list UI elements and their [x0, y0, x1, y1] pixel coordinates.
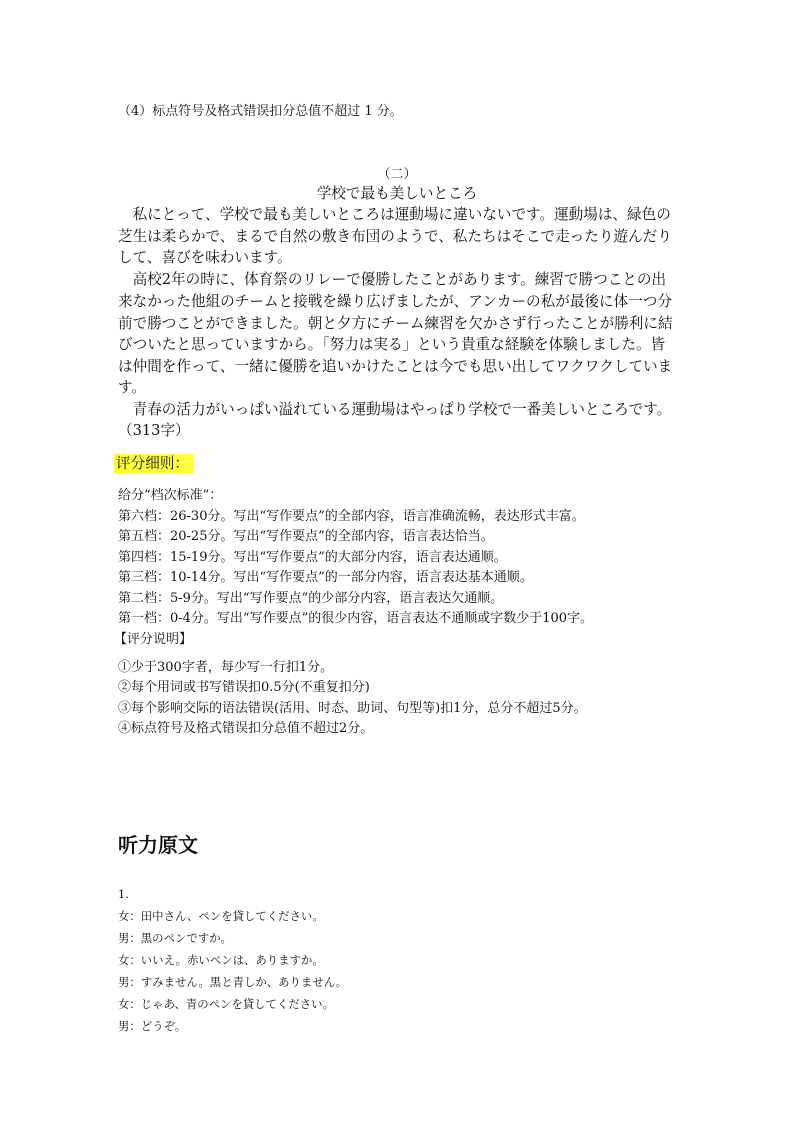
- rubric-notes-heading: 【评分说明】: [114, 632, 193, 647]
- essay-line: は仲間を作って、一緒に優勝を追いかけたことは今でも思い出してワクワクしていま: [118, 358, 673, 375]
- rubric-level: 第三档：10-14分。写出“写作要点”的一部分内容，语言表达基本通顺。: [118, 570, 533, 585]
- listening-item-number: 1.: [118, 887, 129, 901]
- rubric-level: 第六档：26-30分。写出“写作要点”的全部内容，语言准确流畅，表达形式丰富。: [118, 509, 585, 524]
- top-note: （4）标点符号及格式错误扣分总值不超过 1 分。: [118, 104, 403, 119]
- essay-line: 高校2年の時に、体育祭のリレーで優勝したことがあります。練習で勝つことの出: [118, 271, 667, 288]
- rubric-note: ②每个用词或书写错误扣0.5分(不重复扣分): [118, 680, 370, 695]
- rubric-heading: [114, 452, 193, 473]
- rubric-level: 第一档：0-4分。写出“写作要点”的很少内容，语言表达不通顺或字数少于100字。: [118, 611, 594, 626]
- essay-line: して、喜びを味わいます。: [118, 249, 292, 266]
- essay-line: 私にとって、学校で最も美しいところは運動場に違いないです。運動場は、緑色の: [118, 206, 671, 223]
- dialogue-line: 女：いいえ。赤いペンは、ありますか。: [118, 953, 324, 967]
- essay-line: （313字）: [118, 422, 190, 439]
- rubric-intro: 给分“档次标准”：: [118, 488, 223, 503]
- rubric-heading-highlight: 评分细则：: [114, 454, 193, 474]
- rubric-level: 第二档：5-9分。写出“写作要点”的少部分内容，语言表达欠通顺。: [118, 591, 504, 606]
- essay-line: す。: [118, 379, 147, 396]
- rubric-level: 第四档：15-19分。写出“写作要点”的大部分内容，语言表达通顺。: [118, 550, 507, 565]
- rubric-level: 第五档：20-25分。写出“写作要点”的全部内容，语言表达恰当。: [118, 529, 494, 544]
- essay-section-number: （二）: [377, 167, 417, 182]
- essay-line: 前で勝つことができました。朝と夕方にチーム練習を欠かさず行ったことが勝利に結: [118, 315, 673, 332]
- essay-title: 学校で最も美しいところ: [316, 185, 478, 202]
- essay-line: 芝生は柔らかで、まるで自然の敷き布団のようで、私たちはそこで走ったり遊んだり: [118, 228, 672, 245]
- essay-line: 来なかった他組のチームと接戦を繰り広げましたが、アンカーの私が最後に体一つ分: [118, 293, 672, 310]
- dialogue-line: 男：どうぞ。: [118, 1019, 187, 1033]
- rubric-note: ③每个影响交际的语法错误(活用、时态、助词、句型等)扣1分，总分不超过5分。: [118, 701, 587, 716]
- essay-line: びついたと思っていますから。「努力は実る」という貴重な経験を体験しました。皆: [118, 336, 666, 353]
- essay-line: 青春の活力がいっぱい溢れている運動場はやっぱり学校で一番美しいところです。: [118, 401, 672, 418]
- listening-heading: 听力原文: [118, 833, 198, 857]
- dialogue-line: 女：じゃあ、青のペンを貸してください。: [118, 997, 334, 1011]
- dialogue-line: 男：黒のペンですか。: [118, 931, 232, 945]
- dialogue-line: 女：田中さん、ペンを貸してください。: [118, 909, 324, 923]
- rubric-note: ①少于300字者，每少写一行扣1分。: [118, 660, 334, 675]
- rubric-note: ④标点符号及格式错误扣分总值不超过2分。: [118, 721, 374, 736]
- dialogue-line: 男：すみません。黒と青しか、ありません。: [118, 975, 348, 989]
